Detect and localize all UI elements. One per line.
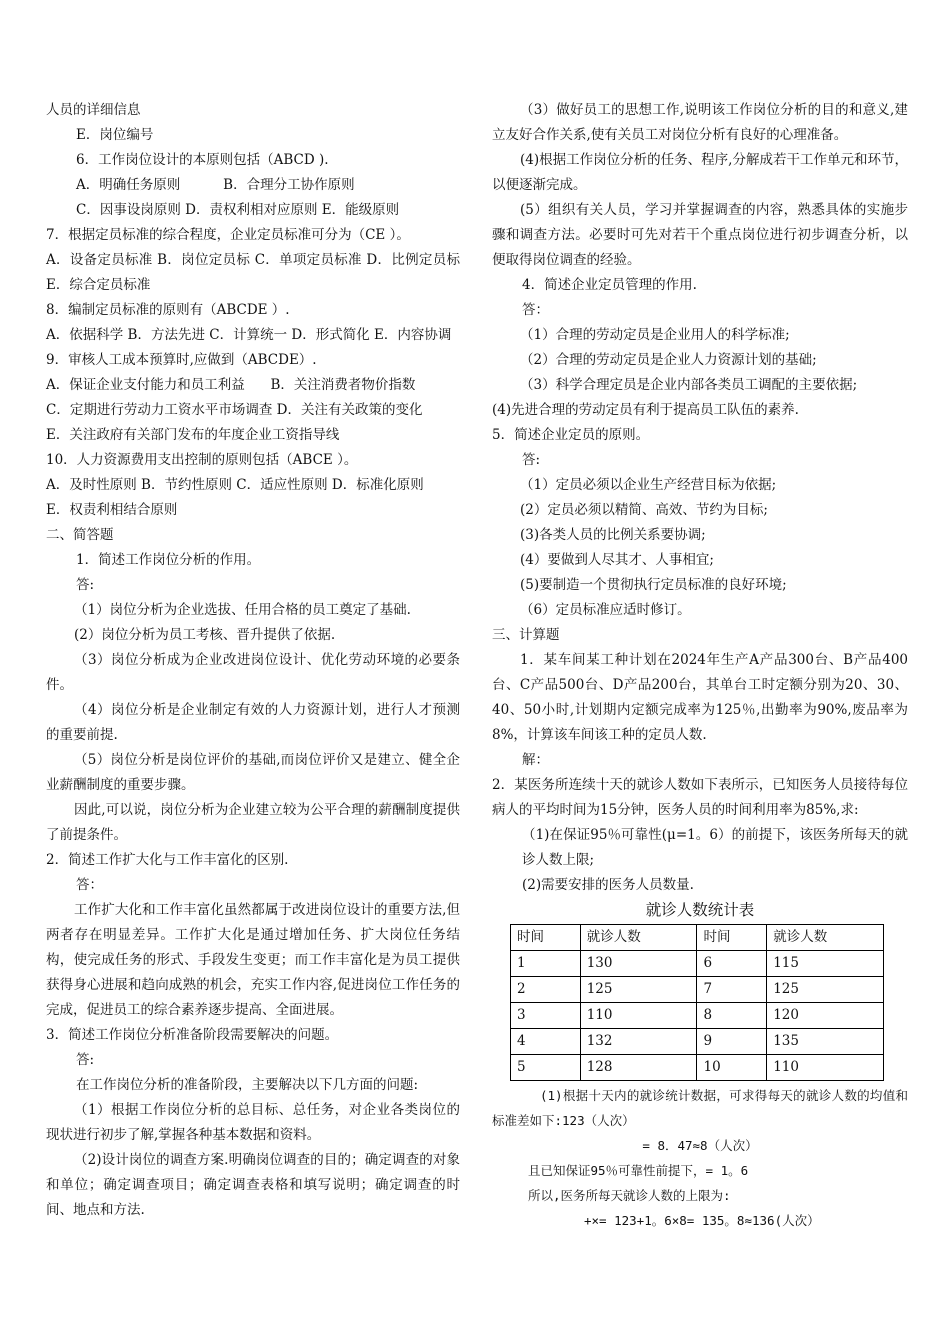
table-cell: 110 <box>767 1055 884 1081</box>
answer-line: 工作扩大化和工作丰富化虽然都属于改进岗位设计的重要方法,但两者存在明显差异。工作扩大化是通过增加任务、扩大岗位任务结构，使完成任务的形式、手段发生变更；而工作丰富化是为员工提供获得身心进展和趋向成熟的机会，充实工作内容,促进岗位工作任务的完成，促进员工的综合素养逐步提高、全面进展。 <box>46 902 460 1018</box>
table-header-row <box>511 925 884 951</box>
table-cell: 8 <box>697 1003 767 1029</box>
table-cell: 7 <box>697 977 767 1003</box>
question-line: 10．人力资源费用支出控制的原则包括（ABCE ）。 <box>46 452 358 468</box>
question-line: 1．某车间某工种计划在2024年生产A产品300台、B产品400台、C产品500台、D产品200台，其单台工时定额分别为20、30、40、50小时,计划期内定额完成率为125％,出勤率为90%,废品率为8%，计算该车间该工种的定员人数. <box>492 652 908 743</box>
answer-line: （1）合理的劳动定员是企业用人的科学标准; <box>520 327 790 343</box>
table-cell: 2 <box>511 977 581 1003</box>
answer-line: (3)各类人员的比例关系要协调; <box>520 527 706 543</box>
table-row <box>511 1003 884 1029</box>
option-line: A．依据科学 B．方法先进 C．计算统一 D．形式简化 E．内容协调 <box>46 327 452 343</box>
question-line: 2．某医务所连续十天的就诊人数如下表所示，已知医务人员接待每位病人的平均时间为15分钟，医务人员的时间利用率为85%,求: <box>492 777 908 818</box>
left-column <box>46 98 460 1223</box>
question-line: 2．简述工作扩大化与工作丰富化的区别. <box>46 852 289 868</box>
answer-line: (5)要制造一个贯彻执行定员标准的良好环境; <box>520 577 787 593</box>
table-header-cell: 就诊人数 <box>580 925 697 951</box>
table-cell: 135 <box>767 1029 884 1055</box>
question-line: 5．简述企业定员的原则。 <box>492 427 650 443</box>
formula-line: = 8．47≈8（人次） <box>642 1138 758 1153</box>
answer-line: 在工作岗位分析的准备阶段，主要解决以下几方面的问题: <box>76 1077 419 1093</box>
option-line: A．及时性原则 B．节约性原则 C．适应性原则 D．标准化原则 <box>46 477 424 493</box>
answer-label: 答: <box>76 577 95 593</box>
table-cell: 110 <box>580 1003 697 1029</box>
option-line: E．关注政府有关部门发布的年度企业工资指导线 <box>46 427 340 443</box>
section-heading: 三、计算题 <box>492 627 560 643</box>
table-cell: 1 <box>511 951 581 977</box>
table-row <box>511 1055 884 1081</box>
question-line: 8．编制定员标准的原则有（ABCDE ）. <box>46 302 290 318</box>
answer-line: (5）组织有关人员，学习并掌握调查的内容，熟悉具体的实施步骤和调查方法。必要时可先对若干个重点岗位进行初步调查分析，以便取得岗位调查的经验。 <box>492 202 908 268</box>
answer-line: 因此,可以说，岗位分析为企业建立较为公平合理的薪酬制度提供了前提条件。 <box>46 802 460 843</box>
table-row <box>511 951 884 977</box>
question-line: 1．简述工作岗位分析的作用。 <box>76 552 261 568</box>
table-cell: 125 <box>580 977 697 1003</box>
answer-line: （2）合理的劳动定员是企业人力资源计划的基础; <box>520 352 817 368</box>
table-cell: 125 <box>767 977 884 1003</box>
table-cell: 128 <box>580 1055 697 1081</box>
section-heading: 二、简答题 <box>46 527 114 543</box>
answer-line: （4）岗位分析是企业制定有效的人力资源计划，进行人才预测的重要前提. <box>46 702 460 743</box>
option-line: A．设备定员标准 B．岗位定员标 C．单项定员标准 D．比例定员标 E．综合定员标准 <box>46 252 460 293</box>
table-header-cell: 时间 <box>697 925 767 951</box>
table-cell: 130 <box>580 951 697 977</box>
question-line: 4．简述企业定员管理的作用. <box>522 277 697 293</box>
answer-line: (2）岗位分析为员工考核、晋升提供了依据. <box>74 627 336 643</box>
answer-line: (4)根据工作岗位分析的任务、程序,分解成若干工作单元和环节，以便逐渐完成。 <box>492 152 908 193</box>
option-line: E．岗位编号 <box>76 127 154 143</box>
solution-line: 所以,医务所每天就诊人数的上限为: <box>528 1188 731 1203</box>
table-caption: 就诊人数统计表 <box>645 901 755 919</box>
answer-line: (4)先进合理的劳动定员有利于提高员工队伍的素养. <box>492 402 799 418</box>
option-line: C．定期进行劳动力工资水平市场调查 D．关注有关政策的变化 <box>46 402 423 418</box>
question-line: （1)在保证95％可靠性(μ=1。6）的前提下，该医务所每天的就诊人数上限; <box>522 827 908 868</box>
answer-line: （2)设计岗位的调查方案.明确岗位调查的目的；确定调查的对象和单位；确定调查项目；确定调查表格和填写说明；确定调查的时间、地点和方法. <box>46 1152 460 1218</box>
answer-label: 答： <box>522 302 549 318</box>
table-cell: 132 <box>580 1029 697 1055</box>
option-line: E．权责利相结合原则 <box>46 502 178 518</box>
question-line: 7．根据定员标准的综合程度，企业定员标准可分为（CE ）。 <box>46 227 410 243</box>
answer-label: 答: <box>76 1052 95 1068</box>
table-cell: 4 <box>511 1029 581 1055</box>
formula-line: +×= 123+1。6×8= 135。8≈136(人次） <box>584 1213 820 1228</box>
answer-line: （1）根据工作岗位分析的总目标、总任务，对企业各类岗位的现状进行初步了解,掌握各种基本数据和资料。 <box>46 1102 460 1143</box>
answer-label: 答： <box>76 877 103 893</box>
option-line: A．保证企业支付能力和员工利益 B．关注消费者物价指数 <box>46 377 416 393</box>
table-row <box>511 977 884 1003</box>
text-line: 人员的详细信息 <box>46 102 141 118</box>
answer-line: （6）定员标准应适时修订。 <box>520 602 691 618</box>
answer-line: （3）岗位分析成为企业改进岗位设计、优化劳动环境的必要条件。 <box>46 652 460 693</box>
table-cell: 10 <box>697 1055 767 1081</box>
solution-line: 且已知保证95％可靠性前提下，= 1。6 <box>528 1163 749 1178</box>
visit-stats-table <box>510 924 884 1081</box>
answer-label: 解： <box>522 752 549 768</box>
answer-line: （1）岗位分析为企业选拔、任用合格的员工奠定了基础. <box>74 602 411 618</box>
question-line: (2)需要安排的医务人员数量. <box>522 877 694 893</box>
question-line: 3．简述工作岗位分析准备阶段需要解决的问题。 <box>46 1027 339 1043</box>
option-line: C．因事设岗原则 D．责权利相对应原则 E．能级原则 <box>76 202 400 218</box>
question-line: 6．工作岗位设计的本原则包括（ABCD ). <box>76 152 329 168</box>
right-column <box>492 98 908 1233</box>
table-header-cell: 就诊人数 <box>767 925 884 951</box>
answer-label: 答: <box>522 452 541 468</box>
answer-line: （3）做好员工的思想工作,说明该工作岗位分析的目的和意义,建立友好合作关系,使有关员工对岗位分析有良好的心理准备。 <box>492 102 908 143</box>
solution-line: (1)根据十天内的就诊统计数据，可求得每天的就诊人数的均值和标准差如下:123（人次） <box>492 1088 908 1128</box>
question-line: 9．审核人工成本预算时,应做到（ABCDE）. <box>46 352 317 368</box>
table-cell: 5 <box>511 1055 581 1081</box>
answer-line: （1）定员必须以企业生产经营目标为依据; <box>520 477 777 493</box>
table-cell: 115 <box>767 951 884 977</box>
answer-line: （3）科学合理定员是企业内部各类员工调配的主要依据; <box>520 377 858 393</box>
answer-line: (2）定员必须以精简、高效、节约为目标; <box>520 502 768 518</box>
answer-line: （5）岗位分析是岗位评价的基础,而岗位评价又是建立、健全企业薪酬制度的重要步骤。 <box>46 752 460 793</box>
table-header-cell: 时间 <box>511 925 581 951</box>
table-cell: 120 <box>767 1003 884 1029</box>
table-row <box>511 1029 884 1055</box>
table-cell: 9 <box>697 1029 767 1055</box>
table-cell: 6 <box>697 951 767 977</box>
option-line: A．明确任务原则 B．合理分工协作原则 <box>76 177 355 193</box>
table-cell: 3 <box>511 1003 581 1029</box>
answer-line: (4）要做到人尽其才、人事相宜; <box>520 552 714 568</box>
